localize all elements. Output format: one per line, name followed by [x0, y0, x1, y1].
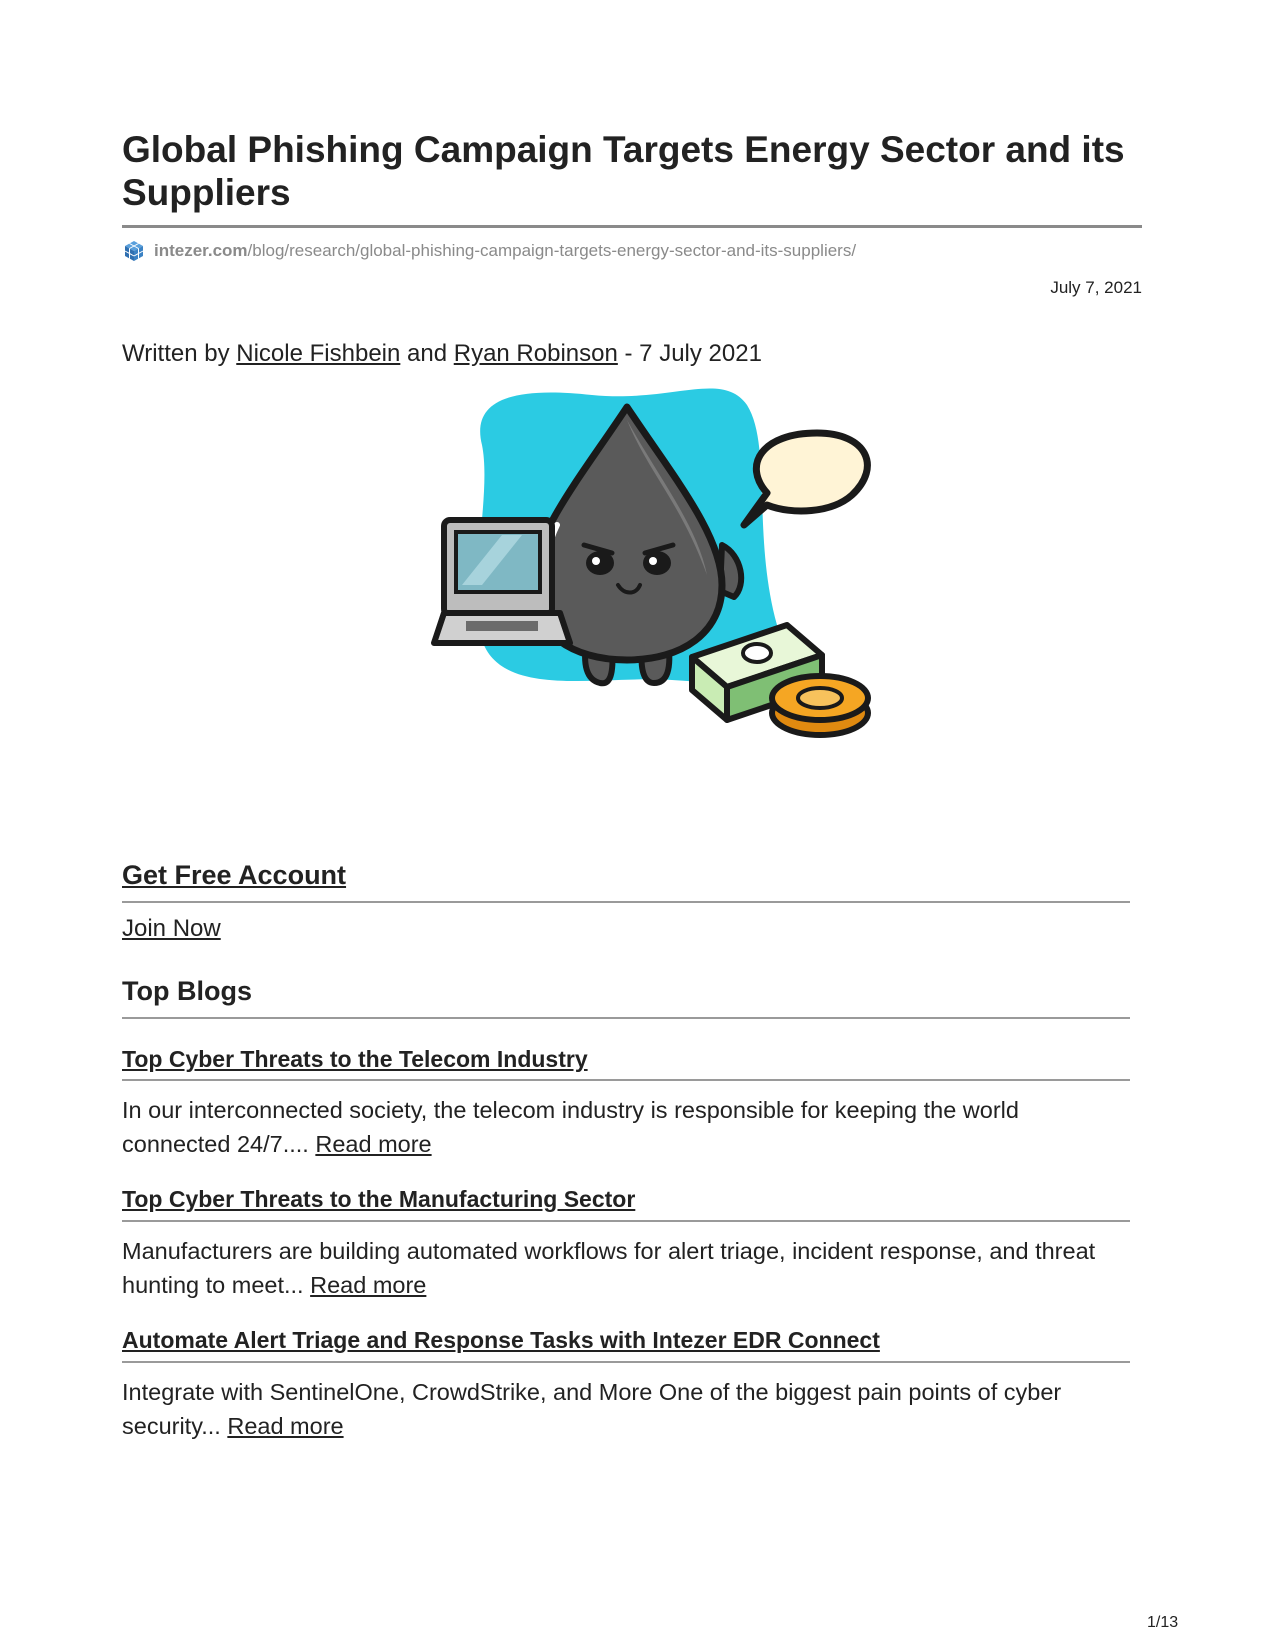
byline-suffix: - 7 July 2021 — [617, 340, 762, 367]
byline-prefix: Written by — [122, 340, 237, 367]
read-more-link[interactable]: Read more — [227, 1413, 344, 1439]
blog-title-link[interactable] — [122, 1046, 588, 1073]
get-free-account-heading[interactable] — [122, 860, 346, 891]
byline — [122, 340, 762, 368]
blog-excerpt — [122, 1093, 1130, 1161]
blog-excerpt — [122, 1375, 1130, 1443]
blog-excerpt — [122, 1234, 1130, 1302]
byline-conjunction: and — [400, 340, 454, 367]
article-date: July 7, 2021 — [1050, 278, 1142, 297]
blog-title-edr-connect[interactable]: Automate Alert Triage and Response Tasks with Intezer EDR Connect — [122, 1327, 880, 1353]
oil-drop-mascot-illustration — [422, 385, 1022, 770]
blog-title-link[interactable] — [122, 1186, 635, 1213]
blog-divider — [122, 1361, 1130, 1363]
blog-divider — [122, 1079, 1130, 1081]
blog-title-manufacturing[interactable]: Top Cyber Threats to the Manufacturing Sector — [122, 1186, 636, 1212]
source-domain: intezer.com — [154, 241, 248, 260]
top-blogs-heading: Top Blogs — [122, 976, 252, 1006]
article-title: Global Phishing Campaign Targets Energy Sector and its Suppliers — [122, 129, 1125, 213]
source-line[interactable] — [122, 239, 856, 263]
blog-title-telecom[interactable]: Top Cyber Threats to the Telecom Industry — [122, 1046, 588, 1072]
title-divider — [122, 225, 1142, 228]
join-now-link[interactable]: Join Now — [122, 915, 221, 942]
blog-divider — [122, 1220, 1130, 1222]
read-more-link[interactable]: Read more — [310, 1272, 427, 1298]
blog-title-link[interactable] — [122, 1327, 880, 1354]
section-divider — [122, 1017, 1130, 1019]
source-path: /blog/research/global-phishing-campaign-targets-energy-sector-and-its-suppliers/ — [247, 241, 857, 260]
get-free-account-link[interactable]: Get Free Account — [122, 860, 347, 890]
section-divider — [122, 901, 1130, 903]
author-link-nicole-fishbein[interactable]: Nicole Fishbein — [236, 340, 401, 367]
blog-excerpt-text: In our interconnected society, the telecom industry is responsible for keeping the world connected 24/7.... — [122, 1097, 1019, 1157]
read-more-link[interactable]: Read more — [315, 1131, 432, 1157]
blog-excerpt-text: Manufacturers are building automated workflows for alert triage, incident response, and threat hunting to meet... — [122, 1238, 1096, 1298]
author-link-ryan-robinson[interactable]: Ryan Robinson — [453, 340, 618, 367]
blog-excerpt-text: Integrate with SentinelOne, CrowdStrike, and More One of the biggest pain points of cyber security... — [122, 1379, 1062, 1439]
intezer-cube-icon — [122, 239, 146, 263]
page-number: 1/13 — [1147, 1614, 1179, 1631]
